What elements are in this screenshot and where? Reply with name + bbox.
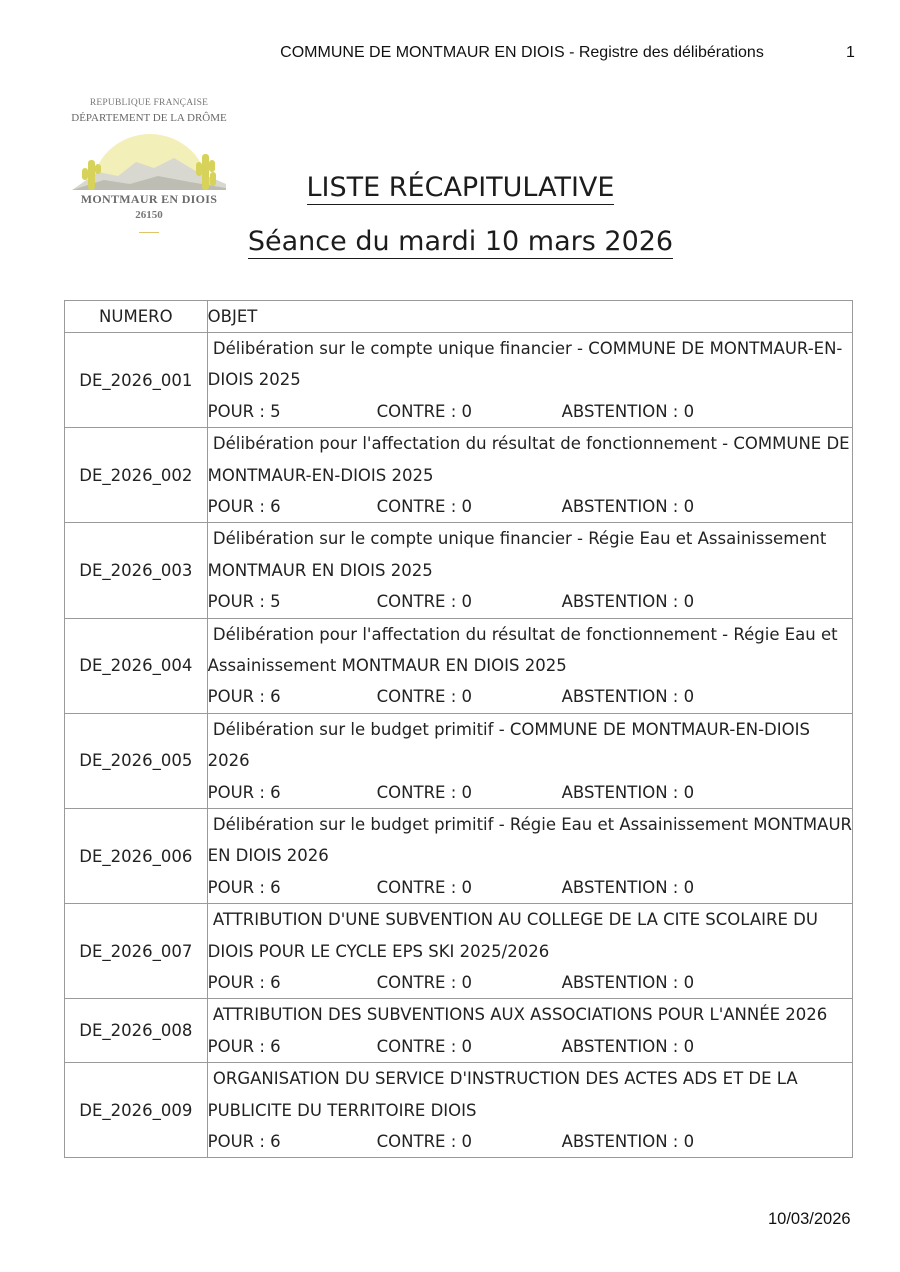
vote-abstention: ABSTENTION : 0 [561,592,695,612]
object-text-line: DIOIS POUR LE CYCLE EPS SKI 2025/2026 [207,941,550,961]
vote-contre: CONTRE : 0 [376,1132,473,1152]
deliberation-number: DE_2026_003 [65,523,208,618]
vote-contre: CONTRE : 0 [376,497,473,517]
vote-pour: POUR : 6 [207,877,281,897]
table-row [65,333,853,428]
object-text-line: Délibération sur le compte unique financier - Régie Eau et Assainissement [207,529,827,549]
object-text-line: Délibération sur le budget primitif - Régie Eau et Assainissement MONTMAUR [207,815,852,835]
object-text-line: Délibération pour l'affectation du résultat de fonctionnement - Régie Eau et [207,624,838,644]
col-header-numero: NUMERO [65,301,208,333]
table-row [65,428,853,523]
deliberation-number: DE_2026_005 [65,713,208,808]
object-text-line: PUBLICITE DU TERRITOIRE DIOIS [207,1100,477,1120]
vote-abstention: ABSTENTION : 0 [561,1036,695,1056]
deliberation-number: DE_2026_002 [65,428,208,523]
object-text-line: MONTMAUR-EN-DIOIS 2025 [207,465,434,485]
logo-postcode: 26150 [135,209,163,221]
vote-pour: POUR : 6 [207,782,281,802]
col-header-objet: OBJET [207,301,852,333]
object-text-line: MONTMAUR EN DIOIS 2025 [207,560,433,580]
object-text-line: Délibération sur le budget primitif - COMMUNE DE MONTMAUR-EN-DIOIS [207,719,810,739]
vote-abstention: ABSTENTION : 0 [561,687,695,707]
vote-pour: POUR : 6 [207,687,281,707]
vote-abstention: ABSTENTION : 0 [561,1132,695,1152]
vote-pour: POUR : 6 [207,497,281,517]
object-text-line: EN DIOIS 2026 [207,846,329,866]
deliberation-object [207,333,852,428]
table-row [65,523,853,618]
vote-contre: CONTRE : 0 [376,592,473,612]
vote-abstention: ABSTENTION : 0 [561,782,695,802]
deliberation-object [207,999,852,1063]
object-text-line: Délibération sur le compte unique financier - COMMUNE DE MONTMAUR-EN- [207,339,843,358]
session-subtitle-text: Séance du mardi 10 mars 2026 [247,226,674,257]
vote-pour: POUR : 6 [207,973,281,993]
deliberations-table [64,300,853,1158]
deliberation-number: DE_2026_004 [65,618,208,713]
object-text-line: 2026 [207,751,250,771]
table-body [65,301,853,1158]
deliberation-object [207,904,852,999]
object-text-line: Assainissement MONTMAUR EN DIOIS 2025 [207,656,567,676]
vote-pour: POUR : 5 [207,592,281,612]
vote-results [208,872,852,903]
table-row [65,1063,853,1158]
vote-contre: CONTRE : 0 [376,782,473,802]
vote-contre: CONTRE : 0 [376,401,473,421]
object-text-line: DIOIS 2025 [207,370,301,390]
vote-abstention: ABSTENTION : 0 [561,497,695,517]
deliberation-number: DE_2026_007 [65,904,208,999]
object-text-line: ATTRIBUTION DES SUBVENTIONS AUX ASSOCIATIONS POUR L'ANNÉE 2026 [207,1005,828,1025]
vote-results [208,967,852,998]
session-subtitle [0,226,900,257]
page-number: 1 [846,44,855,61]
deliberation-object [207,713,852,808]
footer-date: 10/03/2026 [768,1210,851,1228]
logo-town-name: MONTMAUR EN DIOIS [80,192,218,206]
deliberation-number: DE_2026_001 [65,333,208,428]
page-title [0,172,900,203]
vote-contre: CONTRE : 0 [376,1036,473,1056]
vote-contre: CONTRE : 0 [376,877,473,897]
vote-results [208,681,852,712]
vote-results [208,1126,852,1157]
deliberation-number: DE_2026_009 [65,1063,208,1158]
vote-abstention: ABSTENTION : 0 [561,877,695,897]
vote-pour: POUR : 6 [207,1132,281,1152]
document-header-title: COMMUNE DE MONTMAUR EN DIOIS - Registre des délibérations [280,44,764,61]
object-text-line: Délibération pour l'affectation du résultat de fonctionnement - COMMUNE DE [207,434,850,454]
vote-pour: POUR : 5 [207,401,281,421]
table-row [65,809,853,904]
deliberation-number: DE_2026_006 [65,809,208,904]
table-row [65,904,853,999]
logo-department-text: DÉPARTEMENT DE LA DRÔME [71,112,227,124]
vote-abstention: ABSTENTION : 0 [561,973,695,993]
deliberation-object [207,1063,852,1158]
deliberation-number: DE_2026_008 [65,999,208,1063]
object-text-line: ATTRIBUTION D'UNE SUBVENTION AU COLLEGE DE LA CITE SCOLAIRE DU [207,910,818,930]
vote-results [208,777,852,808]
table-row [65,999,853,1063]
vote-results [208,396,852,427]
vote-results [208,1031,852,1062]
deliberation-object [207,618,852,713]
deliberation-object [207,428,852,523]
vote-contre: CONTRE : 0 [376,973,473,993]
page-title-text: LISTE RÉCAPITULATIVE [306,172,615,203]
table-row [65,713,853,808]
table-header-row [65,301,853,333]
vote-results [208,491,852,522]
logo-republic-text: REPUBLIQUE FRANÇAISE [89,98,209,108]
object-text-line: ORGANISATION DU SERVICE D'INSTRUCTION DES ACTES ADS ET DE LA [207,1069,798,1089]
vote-results [208,586,852,617]
vote-abstention: ABSTENTION : 0 [561,401,695,421]
vote-contre: CONTRE : 0 [376,687,473,707]
deliberation-object [207,809,852,904]
vote-pour: POUR : 6 [207,1036,281,1056]
table-row [65,618,853,713]
deliberation-object [207,523,852,618]
